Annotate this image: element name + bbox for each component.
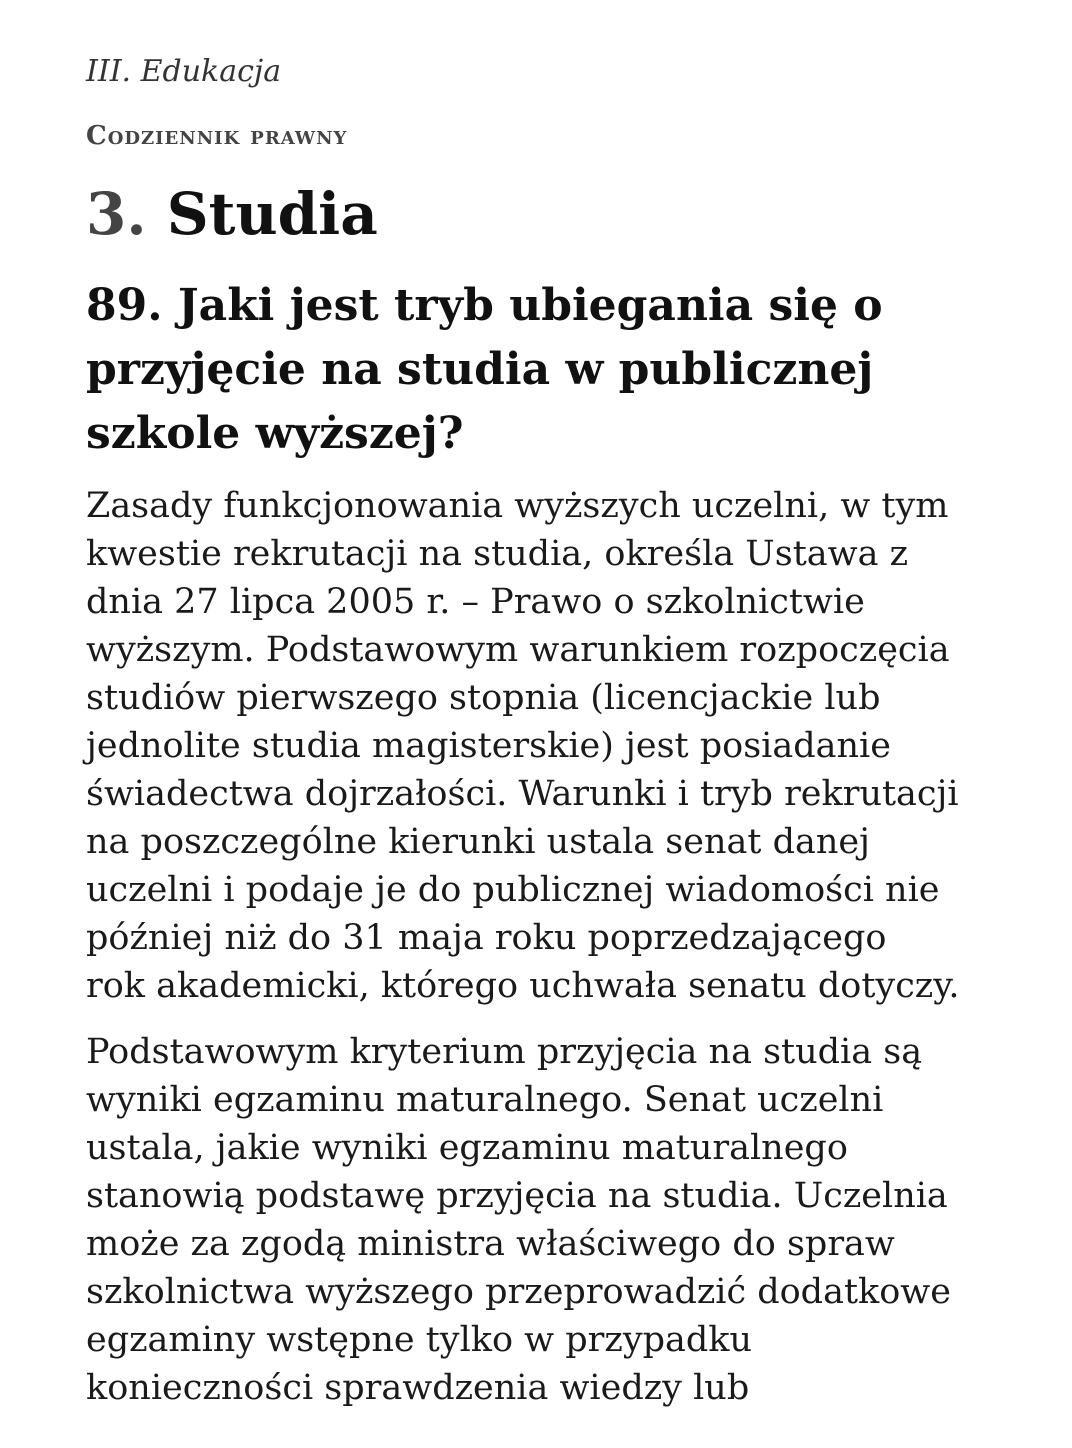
paragraph-line: wyniki egzaminu maturalnego. Senat uczelni [86, 1080, 884, 1120]
paragraph-line: świadectwa dojrzałości. Warunki i tryb rekrutacji [86, 774, 959, 814]
paragraph-2 [86, 1028, 986, 1412]
section-heading [86, 176, 378, 252]
paragraph-line: rok akademicki, którego uchwała senatu dotyczy. [86, 966, 960, 1006]
paragraph-line: konieczności sprawdzenia wiedzy lub [86, 1368, 750, 1408]
paragraph-line: może za zgodą ministra właściwego do spraw [86, 1224, 895, 1264]
paragraph-line: Zasady funkcjonowania wyższych uczelni, w tym [86, 486, 949, 526]
paragraph-line: stanowią podstawę przyjęcia na studia. Uczelnia [86, 1176, 948, 1216]
question-heading [86, 274, 976, 466]
question-line: 89. Jaki jest tryb ubiegania się o [86, 280, 883, 331]
paragraph-line: egzaminy wstępne tylko w przypadku [86, 1320, 753, 1360]
paragraph-line: dnia 27 lipca 2005 r. – Prawo o szkolnictwie [86, 582, 865, 622]
paragraph-1 [86, 482, 986, 1010]
paragraph-line: Podstawowym kryterium przyjęcia na studia są [86, 1032, 923, 1072]
paragraph-line: szkolnictwa wyższego przeprowadzić dodatkowe [86, 1272, 951, 1312]
section-title: Studia [166, 180, 378, 248]
paragraph-line: na poszczególne kierunki ustala senat danej [86, 822, 870, 862]
paragraph-line: kwestie rekrutacji na studia, określa Ustawa z [86, 534, 909, 574]
question-line: przyjęcie na studia w publicznej [86, 344, 874, 395]
section-number: 3. [86, 180, 147, 248]
book-title: Codziennik prawny [86, 121, 348, 151]
paragraph-line: jednolite studia magisterskie) jest posiadanie [86, 726, 891, 766]
paragraph-line: ustala, jakie wyniki egzaminu maturalnego [86, 1128, 848, 1168]
paragraph-line: wyższym. Podstawowym warunkiem rozpoczęcia [86, 630, 950, 670]
paragraph-line: uczelni i podaje je do publicznej wiadomości nie [86, 870, 940, 910]
question-line: szkole wyższej? [86, 408, 464, 459]
chapter-title: III. Edukacja [86, 54, 282, 89]
paragraph-line: studiów pierwszego stopnia (licencjackie lub [86, 678, 881, 718]
paragraph-line: później niż do 31 maja roku poprzedzającego [86, 918, 887, 958]
